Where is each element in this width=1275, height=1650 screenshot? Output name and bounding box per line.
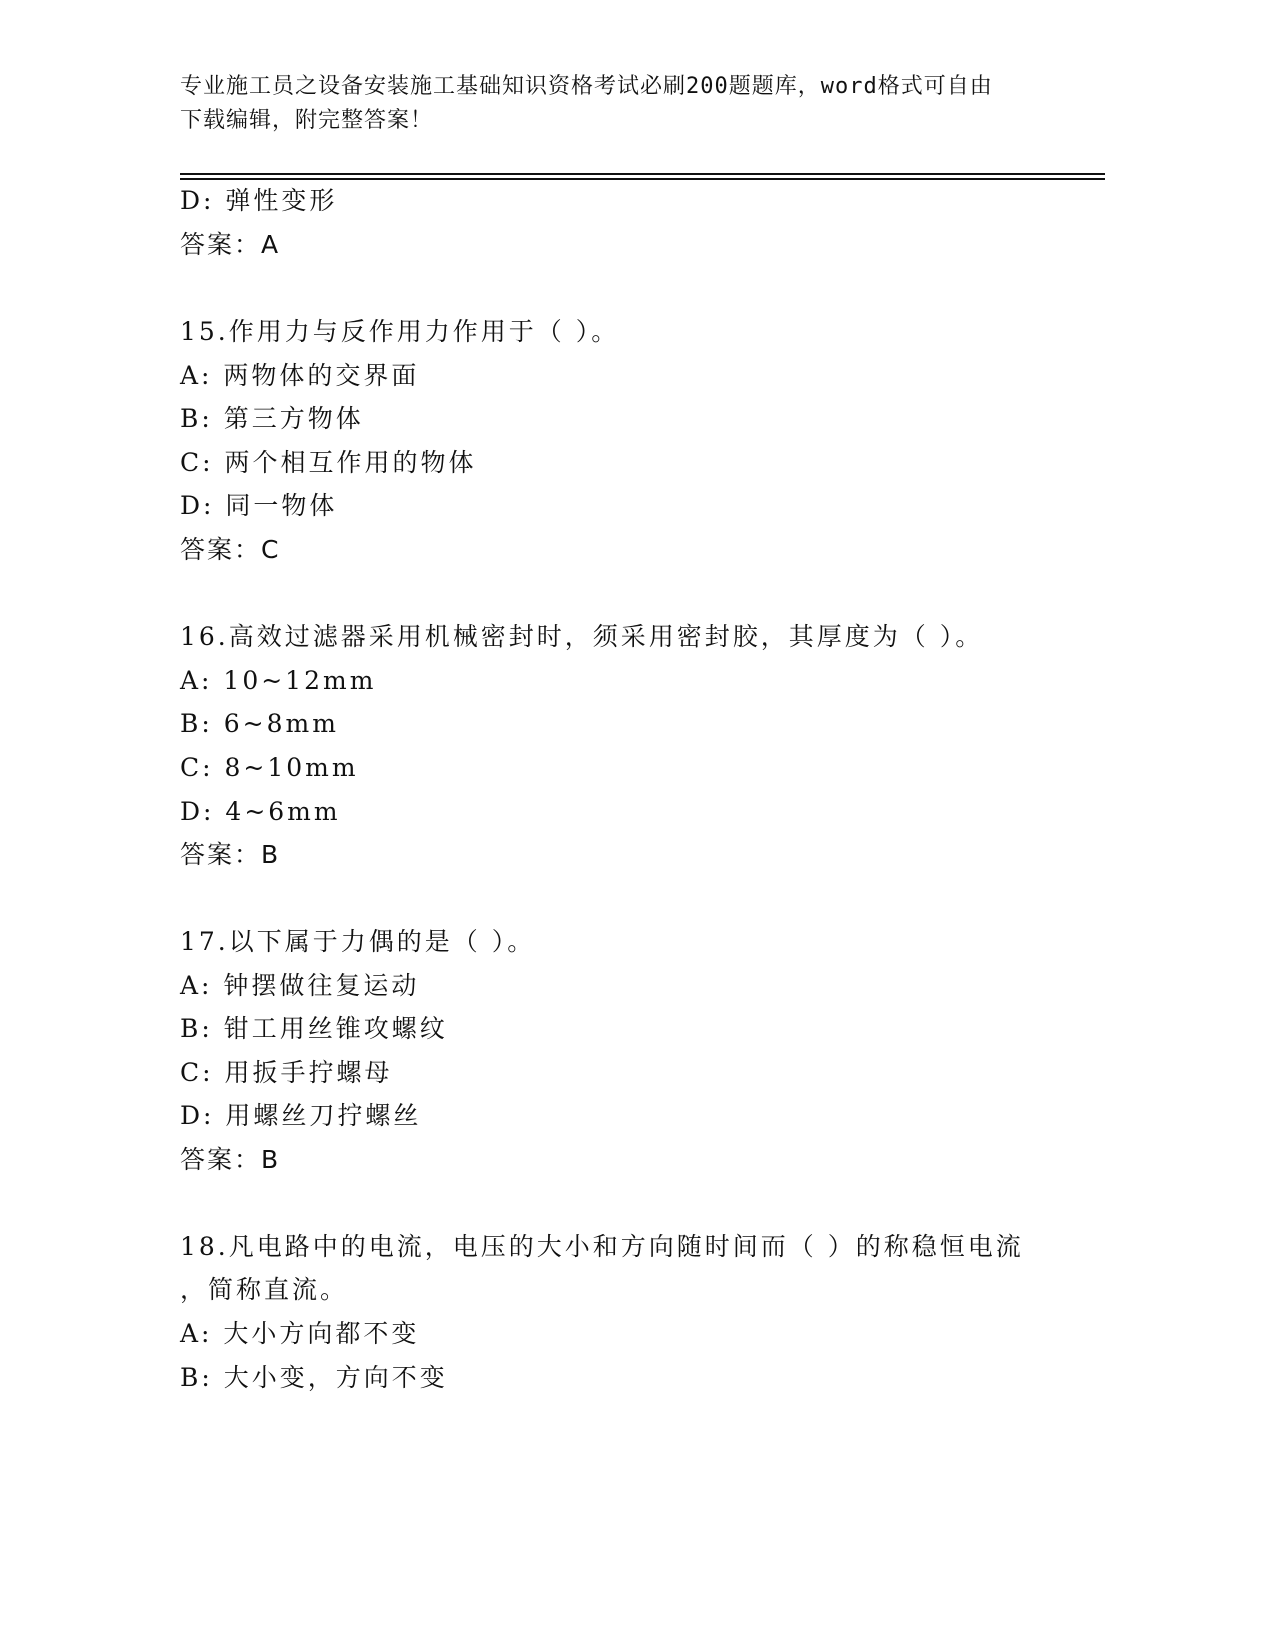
q15-option-b: B: 第三方物体	[180, 404, 364, 433]
q17-option-b: B: 钳工用丝锥攻螺纹	[180, 1014, 448, 1043]
q17-stem: 17.以下属于力偶的是（ ）。	[180, 927, 536, 956]
prev-option-d: D: 弹性变形	[180, 186, 338, 215]
q15-option-a: A: 两物体的交界面	[180, 361, 420, 390]
q16-option-c: C: 8~10mm	[180, 753, 359, 782]
q16-stem: 16.高效过滤器采用机械密封时，须采用密封胶，其厚度为（ ）。	[180, 622, 984, 651]
q17-option-c: C: 用扳手拧螺母	[180, 1058, 393, 1087]
prev-answer: 答案：A	[180, 230, 281, 259]
document-header	[180, 70, 1080, 138]
header-rule-top	[180, 173, 1105, 175]
header-rule-bottom	[180, 178, 1105, 180]
q16-option-b: B: 6~8mm	[180, 709, 339, 738]
q15-answer: 答案：C	[180, 535, 281, 564]
q18-option-a: A: 大小方向都不变	[180, 1319, 420, 1348]
q17-option-d: D: 用螺丝刀拧螺丝	[180, 1101, 422, 1130]
q17-option-a: A: 钟摆做往复运动	[180, 971, 420, 1000]
header-line-2: 下载编辑，附完整答案！	[180, 108, 434, 133]
q15-option-d: D: 同一物体	[180, 491, 338, 520]
q16-answer: 答案：B	[180, 840, 281, 869]
q18-option-b: B: 大小变，方向不变	[180, 1363, 448, 1392]
q15-option-c: C: 两个相互作用的物体	[180, 448, 477, 477]
q16-option-a: A: 10~12mm	[180, 666, 377, 695]
q18-stem-line-2: ，简称直流。	[180, 1275, 349, 1304]
q15-stem: 15.作用力与反作用力作用于（ ）。	[180, 317, 620, 346]
q16-option-d: D: 4~6mm	[180, 797, 341, 826]
header-line-1: 专业施工员之设备安装施工基础知识资格考试必刷200题题库，word格式可自由	[180, 74, 993, 99]
q17-answer: 答案：B	[180, 1145, 281, 1174]
q18-stem-line-1: 18.凡电路中的电流，电压的大小和方向随时间而（ ）的称稳恒电流	[180, 1232, 1024, 1261]
